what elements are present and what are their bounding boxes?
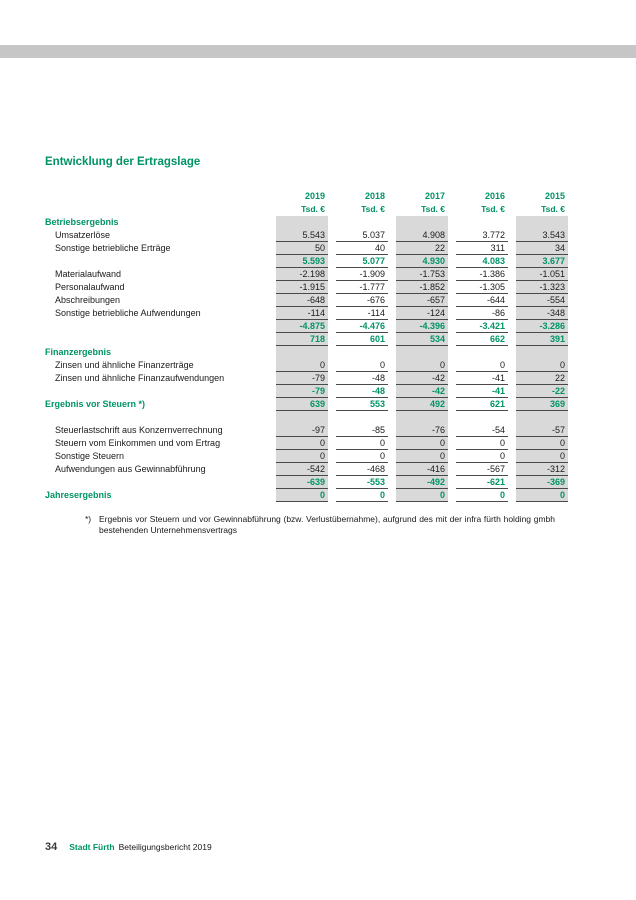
cell-value: -42	[396, 372, 448, 385]
year-header: 2016	[484, 191, 505, 201]
row-label: Umsatzerlöse	[55, 230, 111, 240]
page-footer	[45, 841, 212, 853]
cell-value: 34	[516, 242, 568, 255]
unit-header: Tsd. €	[481, 204, 505, 214]
year-header: 2017	[424, 191, 445, 201]
row-label	[45, 476, 268, 489]
row-label: Ergebnis vor Steuern *)	[45, 399, 146, 409]
cell-value: -4.396	[396, 320, 448, 333]
cell-value: -1.915	[276, 281, 328, 294]
cell-value	[336, 346, 388, 359]
cell-value: 492	[396, 398, 448, 411]
section-label: Betriebsergebnis	[45, 217, 119, 227]
cell-value: 0	[456, 450, 508, 463]
spacer-cell	[276, 411, 328, 424]
cell-value: -657	[396, 294, 448, 307]
cell-value: -348	[516, 307, 568, 320]
cell-value: 601	[336, 333, 388, 346]
cell-value: -542	[276, 463, 328, 476]
table-corner	[45, 190, 268, 203]
cell-value: -79	[276, 385, 328, 398]
cell-value: 662	[456, 333, 508, 346]
cell-value: -1.051	[516, 268, 568, 281]
cell-value: -312	[516, 463, 568, 476]
cell-value	[516, 216, 568, 229]
top-gray-band	[0, 45, 636, 58]
cell-value: 22	[516, 372, 568, 385]
cell-value: -48	[336, 372, 388, 385]
cell-value: 0	[396, 359, 448, 372]
cell-value: -85	[336, 424, 388, 437]
cell-value: 0	[276, 450, 328, 463]
cell-value: -621	[456, 476, 508, 489]
cell-value: 391	[516, 333, 568, 346]
cell-value: 0	[396, 450, 448, 463]
footer-doc-title: Beteiligungsbericht 2019	[118, 842, 212, 852]
cell-value: -114	[276, 307, 328, 320]
unit-header: Tsd. €	[301, 204, 325, 214]
cell-value: -1.386	[456, 268, 508, 281]
spacer-cell	[516, 411, 568, 424]
footnote-marker: *)	[85, 514, 92, 524]
cell-value: -648	[276, 294, 328, 307]
row-label: Personalaufwand	[55, 282, 125, 292]
cell-value	[336, 216, 388, 229]
cell-value: 0	[456, 437, 508, 450]
cell-value: -1.323	[516, 281, 568, 294]
cell-value: -54	[456, 424, 508, 437]
section-label: Finanzergebnis	[45, 347, 112, 357]
cell-value: 0	[396, 437, 448, 450]
cell-value: 621	[456, 398, 508, 411]
cell-value: 0	[456, 489, 508, 502]
spacer-cell	[336, 411, 388, 424]
cell-value: -1.852	[396, 281, 448, 294]
cell-value: -1.777	[336, 281, 388, 294]
footer-brand: Stadt Fürth	[69, 842, 115, 852]
unit-header: Tsd. €	[541, 204, 565, 214]
cell-value: 5.037	[336, 229, 388, 242]
footnote	[85, 514, 555, 536]
cell-value: -567	[456, 463, 508, 476]
cell-value: 4.908	[396, 229, 448, 242]
spacer-cell	[396, 411, 448, 424]
year-header: 2018	[364, 191, 385, 201]
cell-value: 0	[276, 437, 328, 450]
row-label: Materialaufwand	[55, 269, 122, 279]
cell-value: -1.753	[396, 268, 448, 281]
cell-value: 0	[516, 437, 568, 450]
cell-value: 639	[276, 398, 328, 411]
cell-value: -468	[336, 463, 388, 476]
cell-value: -3.421	[456, 320, 508, 333]
cell-value	[276, 346, 328, 359]
cell-value: 0	[336, 450, 388, 463]
cell-value: 534	[396, 333, 448, 346]
cell-value: -41	[456, 372, 508, 385]
cell-value: 50	[276, 242, 328, 255]
row-label: Zinsen und ähnliche Finanzaufwendungen	[55, 373, 225, 383]
year-header: 2015	[544, 191, 565, 201]
cell-value: 0	[516, 489, 568, 502]
cell-value: 4.930	[396, 255, 448, 268]
cell-value: 4.083	[456, 255, 508, 268]
cell-value: -86	[456, 307, 508, 320]
cell-value: 553	[336, 398, 388, 411]
unit-header: Tsd. €	[421, 204, 445, 214]
cell-value	[396, 346, 448, 359]
cell-value: 0	[336, 489, 388, 502]
cell-value: -553	[336, 476, 388, 489]
row-label: Steuerlastschrift aus Konzernverrechnung	[55, 425, 223, 435]
cell-value: 369	[516, 398, 568, 411]
cell-value: -1.305	[456, 281, 508, 294]
cell-value: -4.875	[276, 320, 328, 333]
spacer-label	[45, 411, 268, 424]
cell-value: 40	[336, 242, 388, 255]
row-label: Sonstige betriebliche Aufwendungen	[55, 308, 201, 318]
cell-value: -2.198	[276, 268, 328, 281]
cell-value: -22	[516, 385, 568, 398]
cell-value: -1.909	[336, 268, 388, 281]
cell-value: -79	[276, 372, 328, 385]
cell-value: 0	[276, 489, 328, 502]
row-label	[45, 320, 268, 333]
cell-value: 0	[396, 489, 448, 502]
cell-value: 0	[336, 437, 388, 450]
cell-value: 3.677	[516, 255, 568, 268]
row-label: Aufwendungen aus Gewinnabführung	[55, 464, 206, 474]
cell-value	[396, 216, 448, 229]
spacer-cell	[456, 411, 508, 424]
cell-value: -41	[456, 385, 508, 398]
cell-value: -76	[396, 424, 448, 437]
year-header: 2019	[304, 191, 325, 201]
cell-value: -57	[516, 424, 568, 437]
cell-value: -554	[516, 294, 568, 307]
cell-value: -42	[396, 385, 448, 398]
cell-value	[276, 216, 328, 229]
cell-value: 3.772	[456, 229, 508, 242]
cell-value: 22	[396, 242, 448, 255]
row-label: Steuern vom Einkommen und vom Ertrag	[55, 438, 221, 448]
cell-value: -97	[276, 424, 328, 437]
cell-value: 5.077	[336, 255, 388, 268]
row-label: Zinsen und ähnliche Finanzerträge	[55, 360, 194, 370]
cell-value: 5.543	[276, 229, 328, 242]
cell-value: -114	[336, 307, 388, 320]
cell-value: -4.476	[336, 320, 388, 333]
cell-value: 0	[336, 359, 388, 372]
cell-value: -639	[276, 476, 328, 489]
row-label: Jahresergebnis	[45, 490, 112, 500]
cell-value: 0	[456, 359, 508, 372]
cell-value: -416	[396, 463, 448, 476]
cell-value: -369	[516, 476, 568, 489]
unit-header: Tsd. €	[361, 204, 385, 214]
cell-value: -492	[396, 476, 448, 489]
page-title: Entwicklung der Ertragslage	[45, 155, 201, 168]
cell-value: 0	[276, 359, 328, 372]
row-label: Sonstige Steuern	[55, 451, 125, 461]
ertragslage-table	[45, 190, 568, 502]
cell-value: 3.543	[516, 229, 568, 242]
cell-value: 718	[276, 333, 328, 346]
row-label	[45, 255, 268, 268]
row-label	[45, 333, 268, 346]
cell-value: -124	[396, 307, 448, 320]
cell-value: 0	[516, 359, 568, 372]
cell-value: 0	[516, 450, 568, 463]
cell-value: 311	[456, 242, 508, 255]
cell-value: -3.286	[516, 320, 568, 333]
row-label: Sonstige betriebliche Erträge	[55, 243, 171, 253]
table-corner	[45, 203, 268, 216]
footnote-text: Ergebnis vor Steuern und vor Gewinnabführung (bzw. Verlustübernahme), aufgrund des mit der infra fürth holding gmbh bestehenden Unternehmensvertrags	[99, 514, 555, 535]
cell-value: -676	[336, 294, 388, 307]
cell-value	[516, 346, 568, 359]
cell-value: -48	[336, 385, 388, 398]
row-label: Abschreibungen	[55, 295, 121, 305]
cell-value	[456, 216, 508, 229]
cell-value: -644	[456, 294, 508, 307]
page-number: 34	[45, 841, 58, 853]
row-label	[45, 385, 268, 398]
cell-value	[456, 346, 508, 359]
cell-value: 5.593	[276, 255, 328, 268]
